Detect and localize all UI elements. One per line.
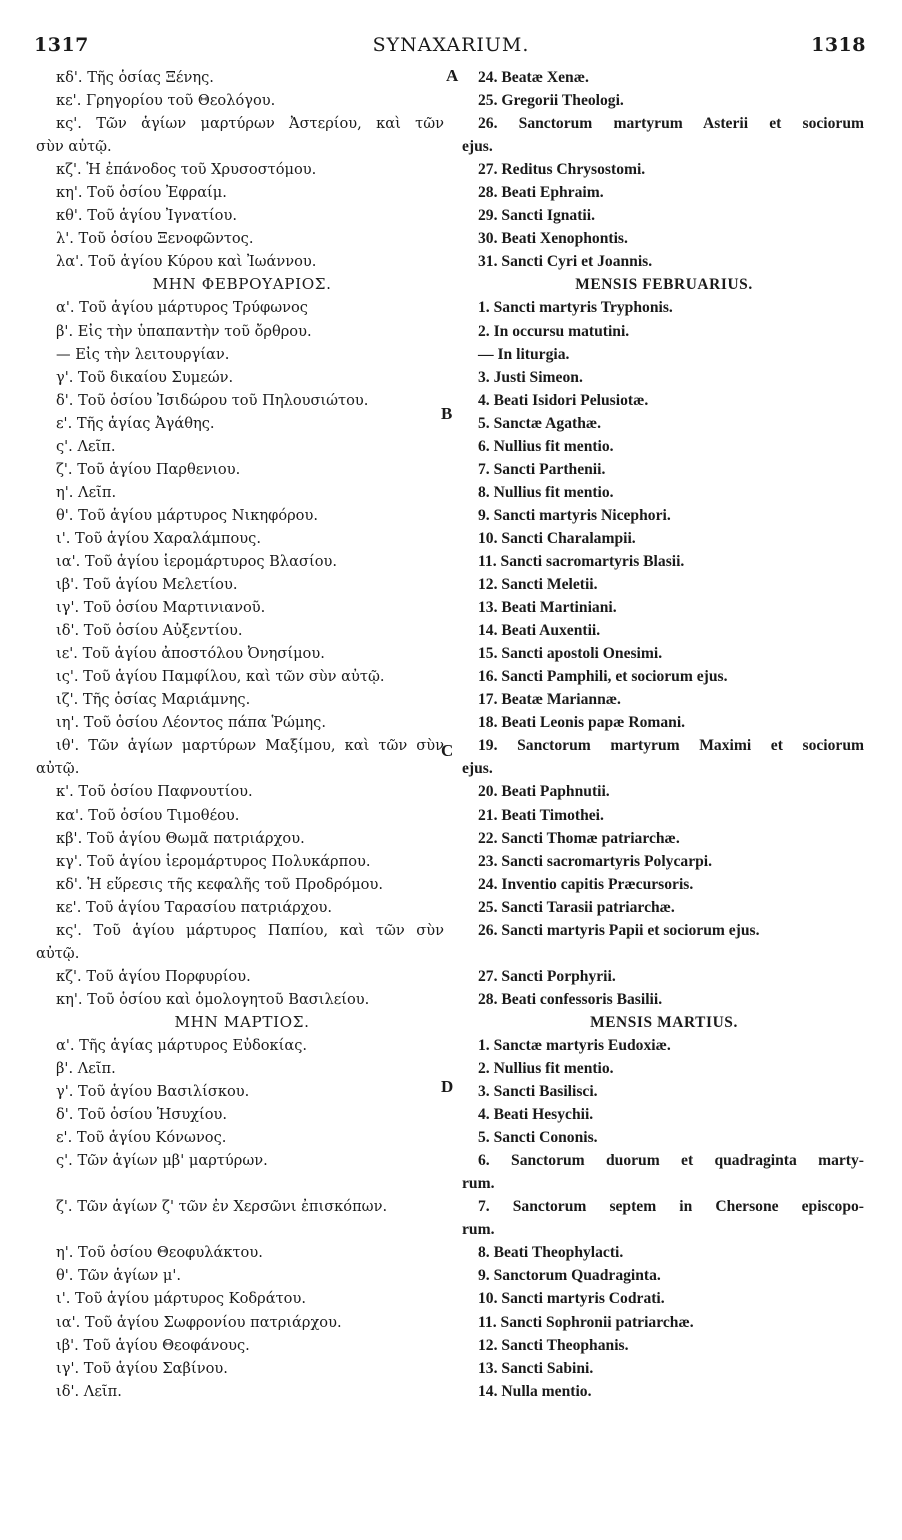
latin-entry: 7. Sancti Parthenii.	[478, 460, 606, 478]
latin-entry: 19. Sanctorum martyrum Maximi et sociorum	[478, 737, 864, 755]
greek-entry: γ'. Τοῦ δικαίου Συμεών.	[56, 368, 234, 386]
greek-entry: λ'. Τοῦ ὁσίου Ξενοφῶντος.	[56, 230, 254, 248]
latin-entry: 22. Sancti Thomæ patriarchæ.	[478, 829, 680, 847]
latin-month-heading: MENSIS FEBRUARIUS.	[575, 276, 753, 294]
latin-entry: 25. Gregorii Theologi.	[478, 92, 624, 110]
latin-entry: 8. Beati Theophylacti.	[478, 1244, 624, 1262]
latin-entry: 20. Beati Paphnutii.	[478, 783, 610, 801]
greek-entry-continuation: σὺν αὐτῷ.	[36, 138, 112, 156]
latin-entry: 18. Beati Leonis papæ Romani.	[478, 714, 686, 732]
latin-entry: 13. Beati Martiniani.	[478, 599, 617, 617]
latin-blank-line	[462, 942, 866, 965]
greek-entry: ζ'. Τοῦ ἁγίου Παρθενιου.	[56, 460, 241, 478]
greek-entry: κη'. Τοῦ ὁσίου καὶ ὁμολογητοῦ Βασιλείου.	[56, 990, 370, 1008]
greek-entry: ι'. Τοῦ ἁγίου Χαραλάμπους.	[56, 529, 261, 547]
greek-entry: κς'. Τῶν ἁγίων μαρτύρων Ἀστερίου, καὶ τῶν	[56, 115, 444, 133]
greek-entry: κζ'. Ἡ ἐπάνοδος τοῦ Χρυσοστόμου.	[56, 161, 317, 179]
greek-entry: κθ'. Τοῦ ἁγίου Ἰγνατίου.	[56, 207, 237, 225]
latin-entry: 1. Sanctæ martyris Eudoxiæ.	[478, 1036, 671, 1054]
greek-entry: δ'. Τοῦ ὁσίου Ἡσυχίου.	[56, 1106, 228, 1124]
latin-entry: 26. Sancti martyris Papii et sociorum ejus.	[478, 921, 760, 939]
latin-entry: 2. In occursu matutini.	[478, 322, 630, 340]
greek-entry-continuation: αὐτῷ.	[36, 944, 80, 962]
greek-entry: ιζ'. Τῆς ὁσίας Μαριάμνης.	[56, 691, 251, 709]
greek-blank-line	[36, 1218, 448, 1241]
greek-blank-line	[36, 1172, 448, 1195]
greek-entry: θ'. Τῶν ἁγίων μ'.	[56, 1267, 182, 1285]
greek-entry: κς'. Τοῦ ἁγίου μάρτυρος Παπίου, καὶ τῶν σὺν	[56, 921, 444, 939]
greek-month-heading: ΜΗΝ ΦΕΒΡΟΥΑΡΙΟΣ.	[152, 275, 332, 294]
greek-entry: ς'. Τῶν ἁγίων μβ' μαρτύρων.	[56, 1152, 268, 1170]
latin-entry: 30. Beati Xenophontis.	[478, 230, 628, 248]
latin-entry: 7. Sanctorum septem in Chersone episcopo-	[478, 1198, 864, 1216]
greek-entry: ιβ'. Τοῦ ἁγίου Μελετίου.	[56, 576, 238, 594]
greek-entry: κγ'. Τοῦ ἁγίου ἱερομάρτυρος Πολυκάρπου.	[56, 852, 371, 870]
page-header	[0, 34, 902, 64]
latin-entry: 8. Nullius fit mentio.	[478, 483, 614, 501]
greek-entry: η'. Λεῖπ.	[56, 483, 117, 501]
greek-entry: ιβ'. Τοῦ ἁγίου Θεοφάνους.	[56, 1336, 250, 1354]
greek-entry: κζ'. Τοῦ ἁγίου Πορφυρίου.	[56, 967, 251, 985]
latin-entry: 4. Beati Hesychii.	[478, 1106, 594, 1124]
greek-entry: γ'. Τοῦ ἁγίου Βασιλίσκου.	[56, 1083, 250, 1101]
greek-entry: ις'. Τοῦ ἁγίου Παμφίλου, καὶ τῶν σὺν αὐτῷ.	[56, 668, 385, 686]
greek-entry: ιγ'. Τοῦ ὁσίου Μαρτινιανοῦ.	[56, 599, 266, 617]
section-marker-a: A	[446, 66, 459, 85]
latin-entry: 6. Nullius fit mentio.	[478, 437, 614, 455]
latin-entry: 5. Sancti Cononis.	[478, 1129, 598, 1147]
greek-entry: β'. Εἰς τὴν ὑπαπαντὴν τοῦ ὄρθρου.	[56, 322, 312, 340]
page-number-left: 1317	[34, 34, 89, 56]
latin-entry: 17. Beatæ Mariannæ.	[478, 691, 621, 709]
greek-entry: η'. Τοῦ ὁσίου Θεοφυλάκτου.	[56, 1244, 263, 1262]
greek-entry-continuation: αὐτῷ.	[36, 760, 80, 778]
greek-entry: θ'. Τοῦ ἁγίου μάρτυρος Νικηφόρου.	[56, 506, 318, 524]
latin-entry: 26. Sanctorum martyrum Asterii et sociorum	[478, 115, 864, 133]
greek-entry: κ'. Τοῦ ὁσίου Παφνουτίου.	[56, 783, 253, 801]
latin-entry: 28. Beati confessoris Basilii.	[478, 990, 663, 1008]
latin-entry: 10. Sancti Charalampii.	[478, 529, 636, 547]
latin-entry: 28. Beati Ephraim.	[478, 184, 604, 202]
latin-entry: 9. Sancti martyris Nicephori.	[478, 506, 671, 524]
greek-entry: ε'. Τοῦ ἁγίου Κόνωνος.	[56, 1129, 227, 1147]
greek-entry: κη'. Τοῦ ὁσίου Ἐφραίμ.	[56, 184, 227, 202]
latin-entry: 6. Sanctorum duorum et quadraginta marty-	[478, 1152, 864, 1170]
latin-entry: 16. Sancti Pamphili, et sociorum ejus.	[478, 668, 728, 686]
greek-entry: κε'. Γρηγορίου τοῦ Θεολόγου.	[56, 92, 276, 110]
latin-entry: 29. Sancti Ignatii.	[478, 207, 595, 225]
greek-entry: κβ'. Τοῦ ἁγίου Θωμᾶ πατριάρχου.	[56, 829, 305, 847]
latin-entry: 11. Sancti sacromartyris Blasii.	[478, 552, 685, 570]
latin-entry: 9. Sanctorum Quadraginta.	[478, 1267, 661, 1285]
greek-entry: ια'. Τοῦ ἁγίου ἱερομάρτυρος Βλασίου.	[56, 552, 337, 570]
latin-entry: 27. Reditus Chrysostomi.	[478, 161, 646, 179]
latin-entry: 11. Sancti Sophronii patriarchæ.	[478, 1313, 694, 1331]
latin-entry: 3. Justi Simeon.	[478, 368, 583, 386]
latin-entry: 2. Nullius fit mentio.	[478, 1060, 614, 1078]
latin-entry-continuation: ejus.	[462, 760, 493, 778]
latin-entry: 1. Sancti martyris Tryphonis.	[478, 299, 673, 317]
latin-entry: 23. Sancti sacromartyris Polycarpi.	[478, 852, 713, 870]
latin-entry: 12. Sancti Theophanis.	[478, 1336, 629, 1354]
latin-entry: 25. Sancti Tarasii patriarchæ.	[478, 898, 675, 916]
greek-entry: ζ'. Τῶν ἁγίων ζ' τῶν ἐν Χερσῶνι ἐπισκόπων.	[56, 1198, 388, 1216]
greek-entry: ιδ'. Τοῦ ὁσίου Αὐξεντίου.	[56, 622, 243, 640]
latin-entry: 15. Sancti apostoli Onesimi.	[478, 645, 663, 663]
latin-month-heading: MENSIS MARTIUS.	[590, 1013, 738, 1031]
latin-entry: 14. Beati Auxentii.	[478, 622, 601, 640]
running-title: SYNAXARIUM.	[372, 34, 530, 56]
section-marker-b: B	[441, 404, 453, 423]
greek-entry: ια'. Τοῦ ἁγίου Σωφρονίου πατριάρχου.	[56, 1313, 342, 1331]
greek-entry: κδ'. Τῆς ὁσίας Ξένης.	[56, 69, 214, 86]
latin-entry: 10. Sancti martyris Codrati.	[478, 1290, 665, 1308]
latin-entry: 4. Beati Isidori Pelusiotæ.	[478, 391, 649, 409]
latin-entry: — In liturgia.	[478, 345, 570, 363]
latin-entry-continuation: ejus.	[462, 138, 493, 156]
greek-entry: ιγ'. Τοῦ ἁγίου Σαβίνου.	[56, 1359, 228, 1377]
latin-entry: 21. Beati Timothei.	[478, 806, 604, 824]
latin-entry: 27. Sancti Porphyrii.	[478, 967, 616, 985]
greek-month-heading: ΜΗΝ ΜΑΡΤΙΟΣ.	[174, 1012, 310, 1031]
greek-entry: δ'. Τοῦ ὁσίου Ἰσιδώρου τοῦ Πηλουσιώτου.	[56, 391, 369, 409]
greek-entry: ε'. Τῆς ἁγίας Ἀγάθης.	[56, 414, 215, 432]
page-number-right: 1318	[811, 34, 866, 56]
greek-entry: ιη'. Τοῦ ὁσίου Λέοντος πάπα Ῥώμης.	[56, 714, 326, 732]
greek-entry: β'. Λεῖπ.	[56, 1060, 116, 1078]
greek-entry: α'. Τοῦ ἁγίου μάρτυρος Τρύφωνος	[56, 299, 308, 317]
greek-column	[36, 66, 448, 1403]
greek-entry: ιε'. Τοῦ ἁγίου ἀποστόλου Ὀνησίμου.	[56, 645, 325, 663]
latin-column	[462, 66, 866, 1403]
greek-entry: λα'. Τοῦ ἁγίου Κύρου καὶ Ἰωάννου.	[56, 253, 317, 271]
greek-entry: ιδ'. Λεῖπ.	[56, 1382, 122, 1400]
greek-entry: ι'. Τοῦ ἁγίου μάρτυρος Κοδράτου.	[56, 1290, 306, 1308]
greek-entry: — Εἰς τὴν λειτουργίαν.	[56, 345, 230, 363]
latin-entry: 12. Sancti Meletii.	[478, 576, 598, 594]
greek-entry: κα'. Τοῦ ὁσίου Τιμοθέου.	[56, 806, 240, 824]
latin-entry-continuation: rum.	[462, 1221, 495, 1239]
greek-entry: ς'. Λεῖπ.	[56, 437, 116, 455]
latin-entry: 24. Inventio capitis Præcursoris.	[478, 875, 694, 893]
latin-entry: 24. Beatæ Xenæ.	[478, 69, 589, 86]
greek-entry: ιθ'. Τῶν ἁγίων μαρτύρων Μαξίμου, καὶ τῶν σὺν	[56, 737, 444, 755]
greek-entry: κδ'. Ἡ εὕρεσις τῆς κεφαλῆς τοῦ Προδρόμου.	[56, 875, 383, 893]
latin-entry: 5. Sanctæ Agathæ.	[478, 414, 602, 432]
latin-entry: 31. Sancti Cyri et Joannis.	[478, 253, 653, 271]
section-marker-d: D	[441, 1077, 454, 1096]
greek-entry: κε'. Τοῦ ἁγίου Ταρασίου πατριάρχου.	[56, 898, 332, 916]
greek-entry: α'. Τῆς ἁγίας μάρτυρος Εὐδοκίας.	[56, 1036, 308, 1054]
section-marker-c: C	[441, 741, 454, 760]
latin-entry: 13. Sancti Sabini.	[478, 1359, 594, 1377]
latin-entry-continuation: rum.	[462, 1175, 495, 1193]
latin-entry: 3. Sancti Basilisci.	[478, 1083, 598, 1101]
latin-entry: 14. Nulla mentio.	[478, 1382, 592, 1400]
